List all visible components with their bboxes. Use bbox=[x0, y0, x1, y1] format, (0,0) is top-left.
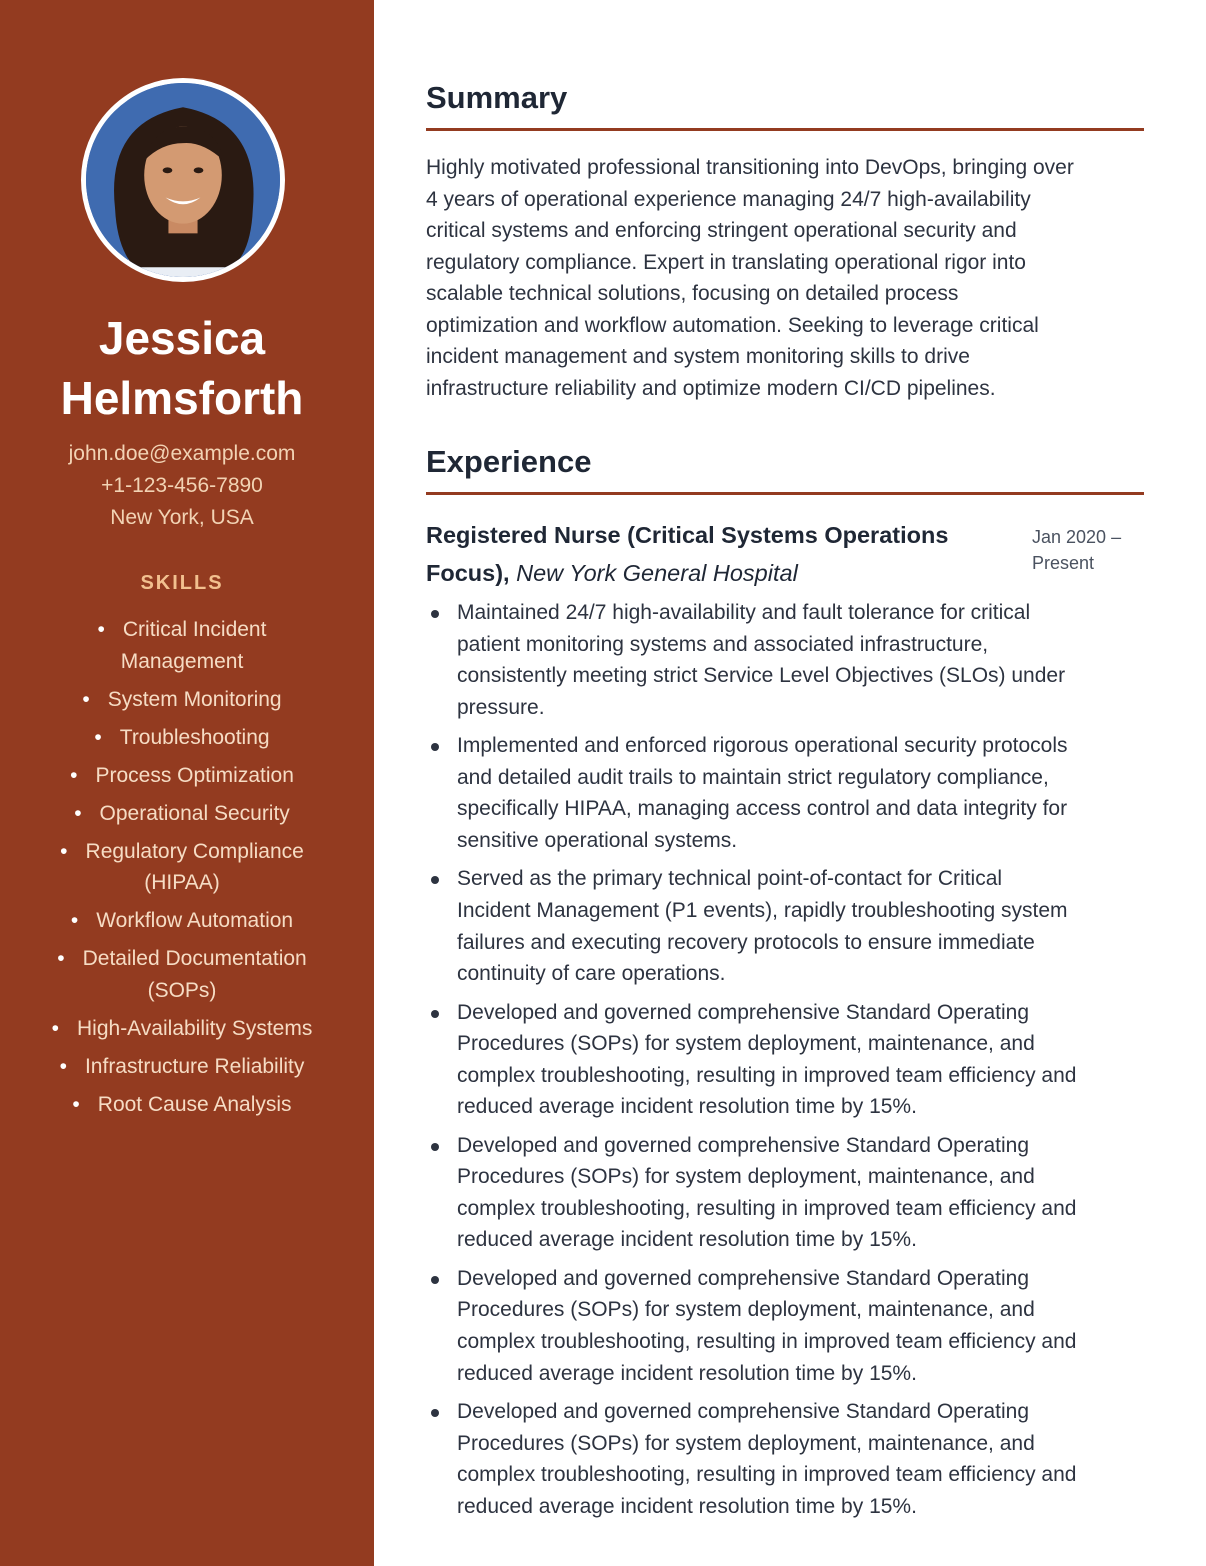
skill-label: System Monitoring bbox=[107, 687, 282, 711]
email-link[interactable]: john.doe@example.com bbox=[68, 442, 296, 465]
skill-label-cont: (SOPs) bbox=[147, 978, 217, 1002]
skill-label: Troubleshooting bbox=[119, 725, 270, 749]
bullet-icon: • bbox=[70, 909, 79, 932]
summary-line: regulatory compliance. Expert in translating operational rigor into bbox=[426, 250, 1026, 274]
job-bullet-line: Procedures (SOPs) for system deployment, maintenance, and bbox=[457, 1298, 1035, 1322]
bullet-icon bbox=[431, 1143, 439, 1151]
bullet-icon bbox=[431, 1276, 439, 1284]
job-bullet-line: sensitive operational systems. bbox=[457, 828, 738, 852]
job-bullet-line: Procedures (SOPs) for system deployment, maintenance, and bbox=[457, 1165, 1035, 1189]
job-bullet-line: reduced average incident resolution time by 15%. bbox=[457, 1361, 917, 1385]
job-bullet-line: pressure. bbox=[457, 695, 545, 719]
job-bullet bbox=[426, 1263, 1144, 1389]
skill-item bbox=[0, 905, 364, 937]
job-bullet-line: complex troubleshooting, resulting in improved team efficiency and bbox=[457, 1063, 1077, 1087]
job-bullet-line: failures and executing recovery protocols to ensure immediate bbox=[457, 930, 1035, 954]
contact-info bbox=[0, 438, 364, 534]
bullet-icon bbox=[431, 1010, 439, 1018]
summary-heading: Summary bbox=[426, 80, 568, 115]
job-bullet-line: complex troubleshooting, resulting in improved team efficiency and bbox=[457, 1463, 1077, 1487]
experience-heading: Experience bbox=[426, 444, 592, 479]
job-date-end: Present bbox=[1032, 553, 1095, 573]
bullet-icon bbox=[431, 743, 439, 751]
skill-label: Detailed Documentation bbox=[82, 947, 307, 970]
skill-item bbox=[0, 1013, 364, 1045]
job-bullet-line: Developed and governed comprehensive Standard Operating bbox=[457, 1266, 1030, 1290]
bullet-icon: • bbox=[60, 839, 68, 863]
job-bullet-line: Maintained 24/7 high-availability and fault tolerance for critical bbox=[457, 601, 1031, 624]
job-bullet-line: Served as the primary technical point-of-contact for Critical bbox=[457, 867, 1003, 891]
skill-item bbox=[0, 684, 364, 716]
skill-label-cont: Management bbox=[120, 649, 244, 673]
summary-line: 4 years of operational experience managing 24/7 high-availability bbox=[426, 187, 1031, 211]
job-bullets bbox=[426, 597, 1144, 1529]
job-title-line2 bbox=[426, 554, 1016, 592]
job-bullet-line: Developed and governed comprehensive Standard Operating bbox=[457, 1133, 1030, 1157]
job-bullet bbox=[426, 1130, 1144, 1256]
skills-heading: SKILLS bbox=[140, 572, 224, 594]
job-title bbox=[426, 516, 1016, 592]
bullet-icon: • bbox=[74, 801, 82, 825]
job-bullet-line: patient monitoring systems and associated infrastructure, bbox=[457, 632, 989, 656]
job-title-end: Focus), bbox=[426, 560, 510, 586]
job-dates bbox=[1032, 524, 1144, 576]
job-bullet-line: reduced average incident resolution time by 15%. bbox=[457, 1095, 917, 1119]
phone-number: +1-123-456-7890 bbox=[101, 474, 263, 497]
job-company: New York General Hospital bbox=[516, 560, 798, 586]
summary-divider bbox=[426, 128, 1144, 131]
bullet-icon bbox=[431, 876, 439, 884]
bullet-icon: • bbox=[57, 947, 65, 970]
skill-label: Critical Incident bbox=[122, 618, 267, 641]
skill-label: High-Availability Systems bbox=[77, 1016, 313, 1040]
bullet-icon: • bbox=[82, 687, 90, 711]
bullet-icon: • bbox=[97, 618, 105, 641]
summary-line: incident management and system monitoring skills to drive bbox=[426, 345, 970, 368]
job-bullet-line: Developed and governed comprehensive Standard Operating bbox=[457, 1000, 1030, 1024]
skill-label: Operational Security bbox=[99, 801, 290, 825]
skill-label: Infrastructure Reliability bbox=[84, 1054, 305, 1078]
job-bullet-line: specifically HIPAA, managing access control and data integrity for bbox=[457, 797, 1068, 821]
skill-item bbox=[0, 798, 364, 830]
bullet-icon: • bbox=[70, 763, 78, 787]
job-bullet-line: Implemented and enforced rigorous operational security protocols bbox=[457, 734, 1068, 758]
job-bullet bbox=[426, 1396, 1144, 1522]
summary-line: optimization and workflow automation. Seeking to leverage critical bbox=[426, 313, 1039, 337]
summary-line: scalable technical solutions, focusing on detailed process bbox=[426, 282, 959, 305]
name-first: Jessica bbox=[98, 312, 266, 364]
job-bullet-line: reduced average incident resolution time by 15%. bbox=[457, 1494, 917, 1518]
job-bullet-line: reduced average incident resolution time by 15%. bbox=[457, 1228, 917, 1252]
summary-line: critical systems and enforcing stringent operational security and bbox=[426, 219, 1017, 242]
sidebar bbox=[0, 0, 374, 1566]
profile-photo-portrait bbox=[86, 83, 280, 277]
skill-item bbox=[0, 1051, 364, 1083]
job-bullet-line: consistently meeting strict Service Level Objectives (SLOs) under bbox=[457, 664, 1066, 688]
job-bullet bbox=[426, 730, 1144, 856]
bullet-icon: • bbox=[59, 1054, 67, 1078]
skill-item bbox=[0, 943, 364, 1006]
summary-line: infrastructure reliability and optimize modern CI/CD pipelines. bbox=[426, 376, 996, 400]
bullet-icon bbox=[431, 1409, 439, 1417]
job-bullet bbox=[426, 597, 1144, 723]
skill-label-cont: (HIPAA) bbox=[144, 871, 220, 894]
summary-text bbox=[426, 152, 1144, 404]
skill-item bbox=[0, 614, 364, 677]
bullet-icon: • bbox=[51, 1016, 59, 1040]
skill-item bbox=[0, 1089, 364, 1121]
skill-item bbox=[0, 722, 364, 754]
job-bullet-line: Procedures (SOPs) for system deployment, maintenance, and bbox=[457, 1032, 1035, 1056]
job-bullet-line: Incident Management (P1 events), rapidly troubleshooting system bbox=[457, 898, 1068, 922]
job-bullet-line: complex troubleshooting, resulting in improved team efficiency and bbox=[457, 1196, 1077, 1220]
skill-item bbox=[0, 760, 364, 792]
skills-list bbox=[0, 614, 364, 1127]
profile-photo bbox=[81, 78, 285, 282]
job-bullet bbox=[426, 863, 1144, 989]
job-bullet-line: complex troubleshooting, resulting in improved team efficiency and bbox=[457, 1330, 1077, 1354]
job-bullet bbox=[426, 997, 1144, 1123]
candidate-name bbox=[0, 308, 364, 428]
skill-label: Regulatory Compliance bbox=[85, 839, 304, 863]
experience-divider bbox=[426, 492, 1144, 495]
summary-line: Highly motivated professional transitioning into DevOps, bringing over bbox=[426, 156, 1074, 179]
location: New York, USA bbox=[110, 506, 254, 529]
bullet-icon bbox=[431, 610, 439, 618]
skill-label: Workflow Automation bbox=[96, 909, 294, 932]
skill-label: Process Optimization bbox=[95, 763, 294, 787]
skill-label: Root Cause Analysis bbox=[97, 1092, 292, 1116]
bullet-icon: • bbox=[94, 725, 102, 749]
job-bullet-line: Procedures (SOPs) for system deployment, maintenance, and bbox=[457, 1431, 1035, 1455]
job-bullet-line: Developed and governed comprehensive Standard Operating bbox=[457, 1400, 1030, 1424]
job-date-start: Jan 2020 – bbox=[1032, 527, 1122, 547]
job-title-line1: Registered Nurse (Critical Systems Operations bbox=[426, 522, 949, 548]
skill-item bbox=[0, 836, 364, 899]
job-bullet-line: continuity of care operations. bbox=[457, 962, 726, 986]
job-bullet-line: and detailed audit trails to maintain strict regulatory compliance, bbox=[457, 765, 1049, 789]
bullet-icon: • bbox=[72, 1092, 80, 1116]
name-last: Helmsforth bbox=[60, 372, 304, 424]
